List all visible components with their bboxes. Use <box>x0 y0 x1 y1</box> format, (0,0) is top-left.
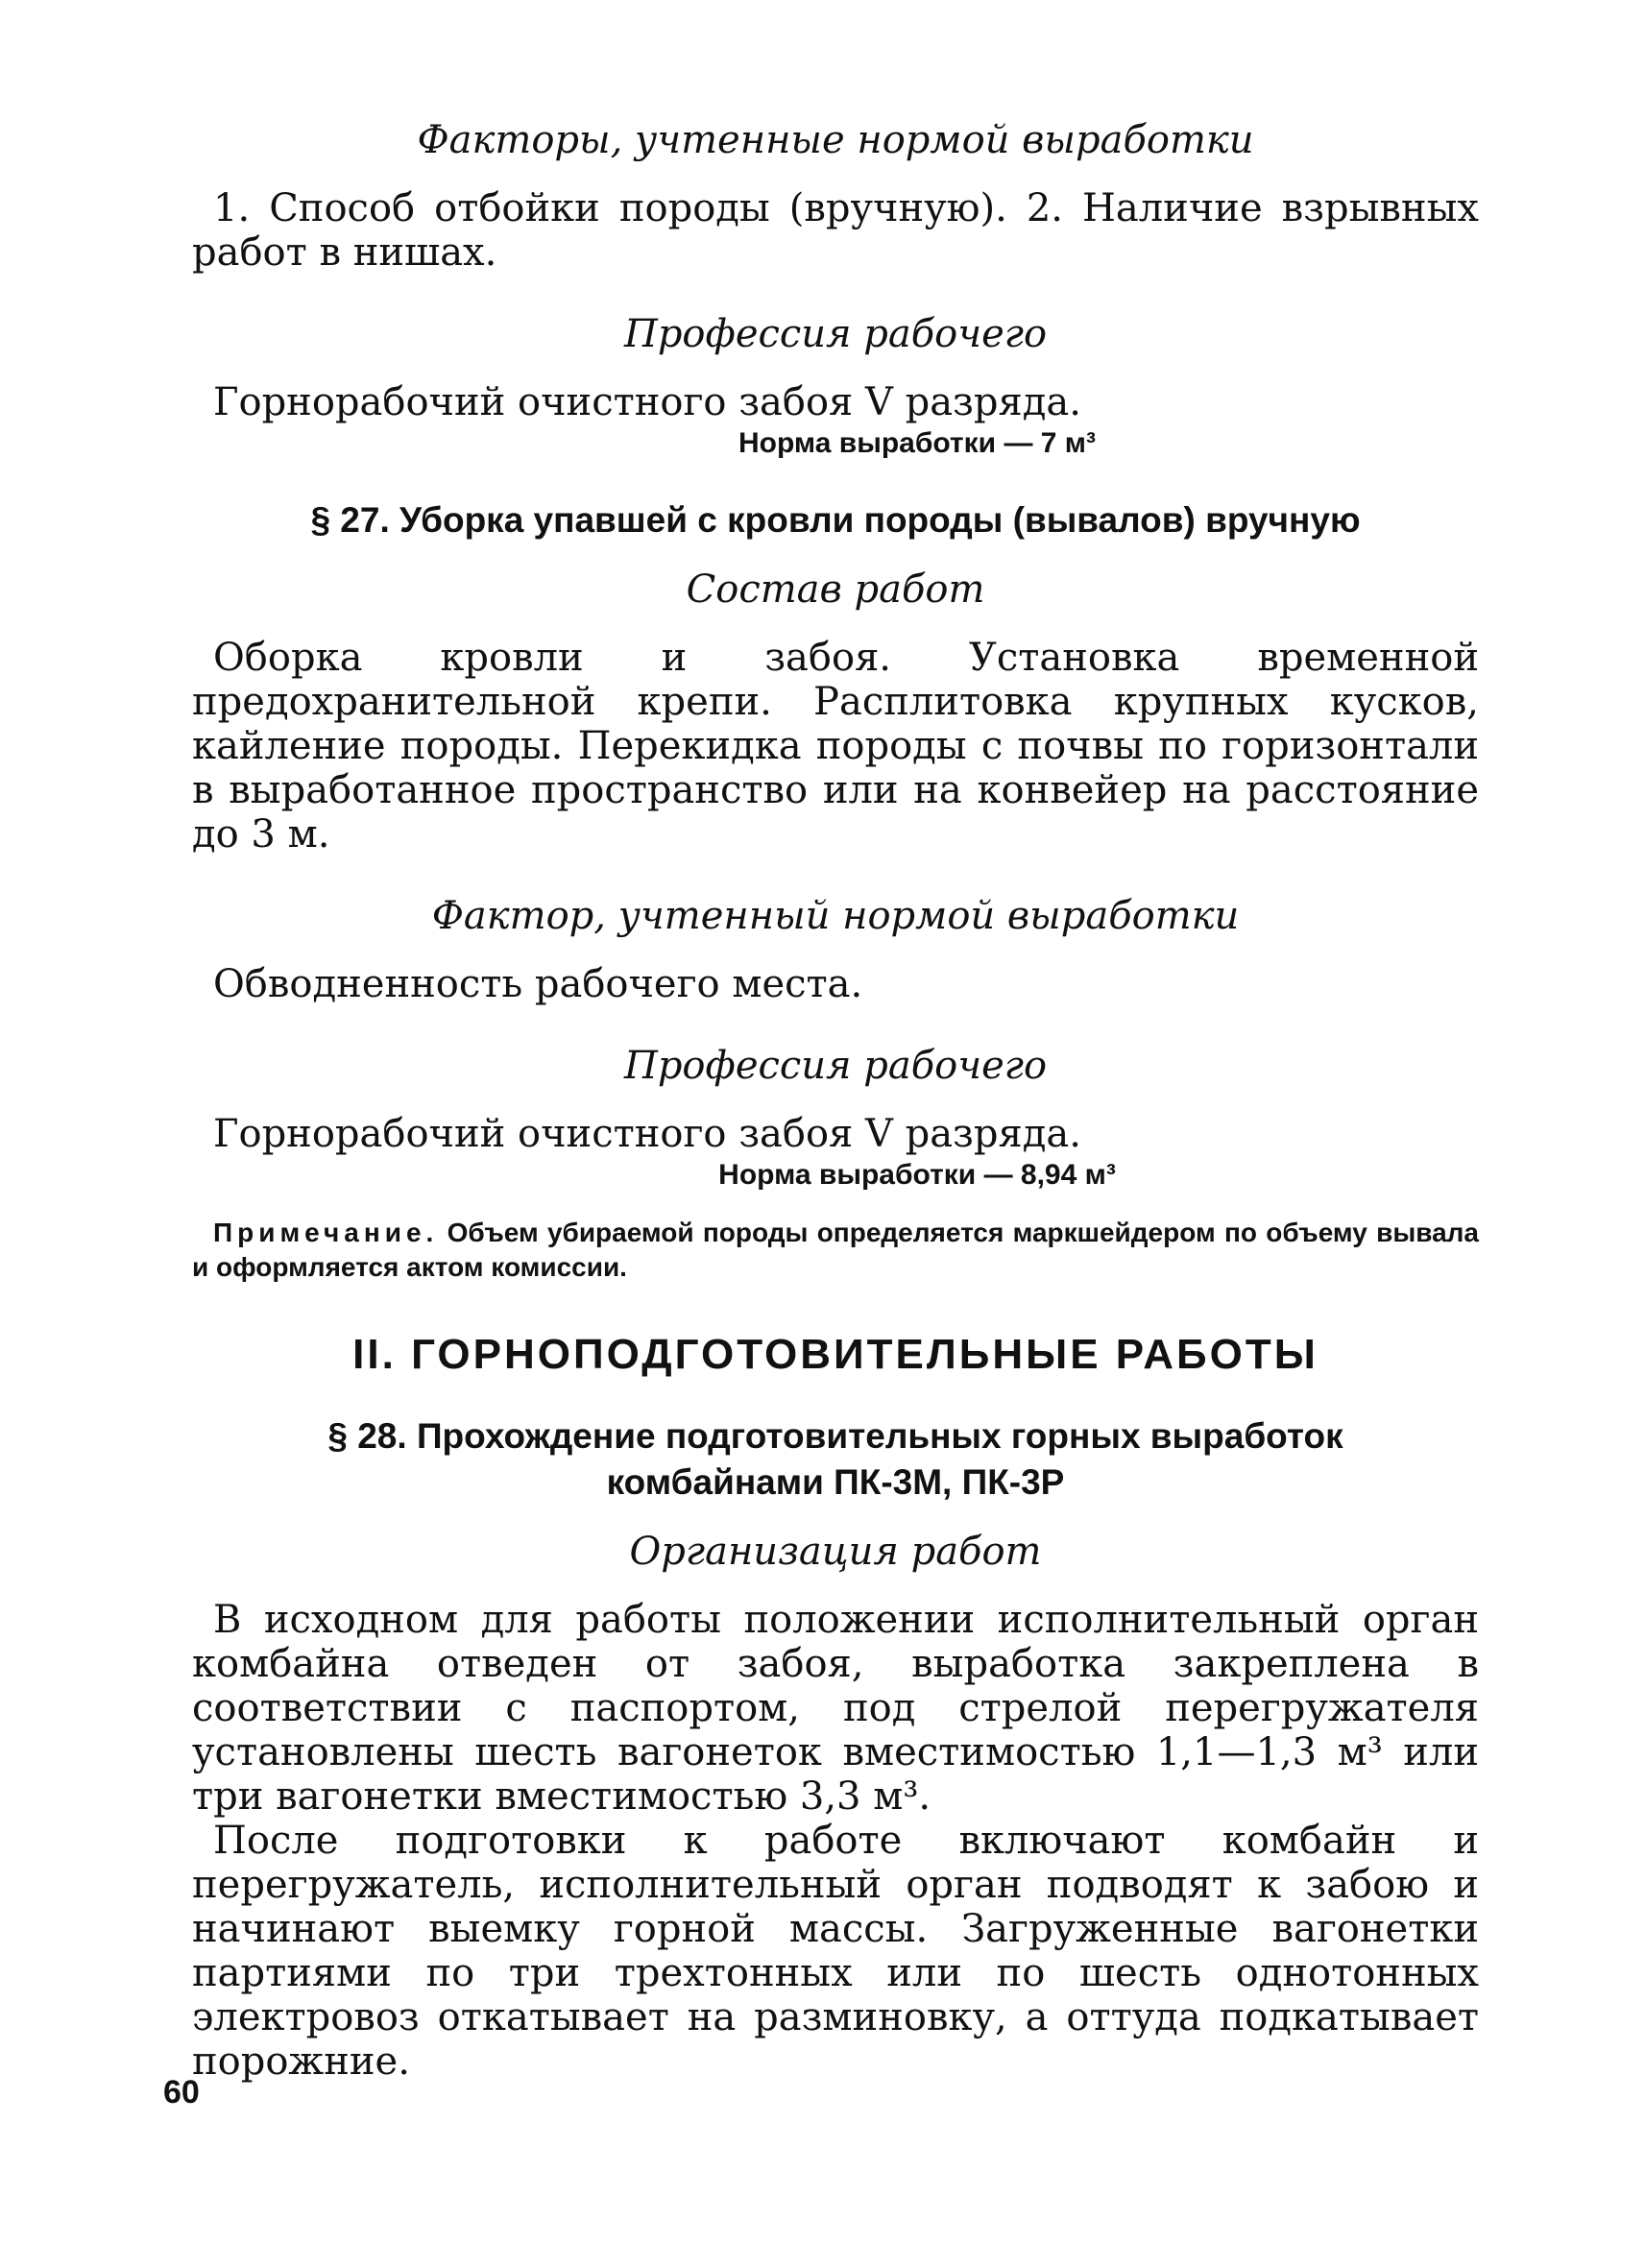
section-28-title-line1: § 28. Прохождение подготовительных горных выработок <box>327 1416 1343 1456</box>
note <box>192 1216 1479 1285</box>
factor-text: Обводненность рабочего места. <box>213 962 863 1006</box>
organization-paragraph-2: После подготовки к работе включают комбайн и перегружатель, исполнительный орган подводят к забою и начинают выемку горной массы. Загруженные вагонетки партиями по три трехтонных или по шесть однотонных электровоз откатывает на разминовку, а оттуда подкатывает порожние. <box>192 1819 1479 2084</box>
section-28-title-line2: комбайнами ПК-3М, ПК-3Р <box>606 1462 1065 1502</box>
profession-text: Горнорабочий очистного забоя V разряда. <box>213 380 1081 424</box>
profession-text-2: Горнорабочий очистного забоя V разряда. <box>213 1112 1081 1156</box>
work-composition-heading: Состав работ <box>686 567 985 612</box>
norm-line <box>192 424 1479 463</box>
factors-heading: Факторы, учтенные нормой выработки <box>417 118 1254 162</box>
page-number: 60 <box>163 2074 200 2111</box>
section-27-title: § 27. Уборка упавшей с кровли породы (вывалов) вручную <box>310 500 1361 540</box>
profession-heading-2: Профессия рабочего <box>623 1044 1048 1088</box>
chapter-2-title: II. ГОРНОПОДГОТОВИТЕЛЬНЫЕ РАБОТЫ <box>352 1331 1318 1378</box>
norm-line-2 <box>192 1156 1479 1194</box>
factors-text: 1. Способ отбойки породы (вручную). 2. Наличие взрывных работ в нишах. <box>192 186 1479 275</box>
norm-label-2: Норма выработки <box>718 1159 977 1191</box>
note-label: Примечание. <box>213 1218 439 1247</box>
organization-heading: Организация работ <box>629 1530 1042 1574</box>
organization-paragraph-1: В исходном для работы положении исполнительный орган комбайна отведен от забоя, выработка закреплена в соответствии с паспортом, под стрелой перегружателя установлены шесть вагонеток вместимостью 1,1—1,3 м³ или три вагонетки вместимостью 3,3 м³. <box>192 1598 1479 1819</box>
work-composition-text: Оборка кровли и забоя. Установка временной предохранительной крепи. Расплитовка крупных кусков, кайление породы. Перекидка породы с почвы по горизонтали в выработанное пространство или на конвейер на расстояние до 3 м. <box>192 636 1479 857</box>
document-page <box>192 115 1479 2084</box>
norm-value: — 7 м³ <box>1004 427 1096 459</box>
note-text: Объем убираемой породы определяется маркшейдером по объему вывала и оформляется актом комиссии. <box>192 1218 1480 1282</box>
factor-heading: Фактор, учтенный нормой выработки <box>431 894 1240 938</box>
norm-value-2: — 8,94 м³ <box>983 1159 1116 1191</box>
profession-heading: Профессия рабочего <box>623 312 1048 356</box>
norm-label: Норма выработки <box>738 427 997 459</box>
